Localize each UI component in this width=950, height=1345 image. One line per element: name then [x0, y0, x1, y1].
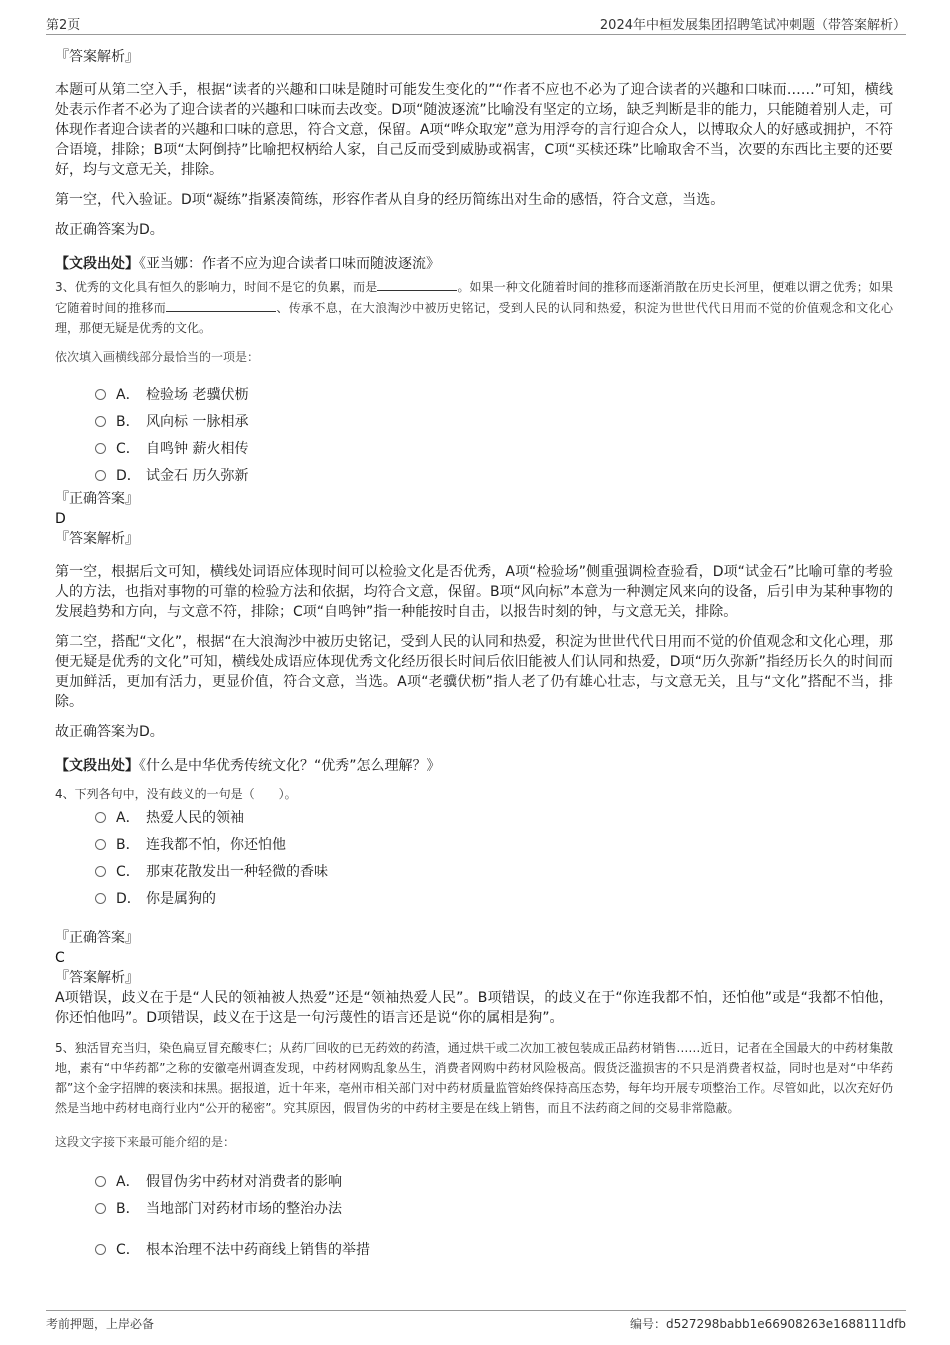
- passage-source-label: 【文段出处】: [55, 256, 139, 272]
- radio-button[interactable]: [95, 443, 106, 454]
- question-5-options: [95, 1168, 893, 1263]
- document-id: 编号：d527298babb1e66908263e1688111dfb: [629, 1317, 906, 1331]
- radio-button[interactable]: [95, 1176, 106, 1187]
- answer-analysis-text: 本题可从第二空入手，根据“读者的兴趣和口味是随时可能发生变化的”“作者不应也不必为了迎合读者的兴趣和口味而……”可知，横线处表示作者不必为了迎合读者的兴趣和口味而去改变。D项“随波逐流”比喻没有坚定的立场，缺乏判断是非的能力，只能随着别人走，可体现作者迎合读者的兴趣和口味的意思，符合文意，保留。A项“哗众取宠”意为用浮夸的言行迎合众人，以博取众人的好感或拥护，不符合语境，排除；B项“太阿倒持”比喻把权柄给人家，自己反而受到威胁或祸害，C项“买椟还珠”比喻取舍不当，次要的东西比主要的还要好，均与文意无关，排除。: [55, 82, 893, 178]
- radio-button[interactable]: [95, 389, 106, 400]
- radio-button[interactable]: [95, 470, 106, 481]
- answer-analysis-label: 『答案解析』: [55, 531, 139, 547]
- correct-answer-label: 『正确答案』: [55, 491, 139, 507]
- radio-button[interactable]: [95, 839, 106, 850]
- option-b[interactable]: B． 连我都不怕，你还怕他: [95, 831, 893, 858]
- answer-conclusion: 故正确答案为D。: [55, 222, 164, 238]
- option-a[interactable]: A． 检验场 老骥伏枥: [95, 381, 893, 408]
- option-b[interactable]: B． 当地部门对药材市场的整治办法: [95, 1195, 893, 1222]
- option-c[interactable]: C． 那束花散发出一种轻微的香味: [95, 858, 893, 885]
- answer-analysis-text: 第一空，根据后文可知，横线处词语应体现时间可以检验文化是否优秀，A项“检验场”侧重强调检查验看，D项“试金石”比喻可靠的考验人的方法，也指对事物的可靠的检验方法和依据，均符合文意，保留。B项“风向标”本意为一种测定风来向的设备，后引申为某种事物的发展趋势和方向，与文意不符，排除；C项“自鸣钟”指一种能按时自击，以报告时刻的钟，与文意无关，排除。: [55, 564, 893, 620]
- answer-analysis-text: 第一空，代入验证。D项“凝练”指紧凑简练，形容作者从自身的经历简练出对生命的感悟，符合文意，当选。: [55, 192, 725, 208]
- page-header: [46, 10, 906, 35]
- option-d[interactable]: D． 试金石 历久弥新: [95, 462, 893, 489]
- option-a[interactable]: A． 假冒伪劣中药材对消费者的影响: [95, 1168, 893, 1195]
- radio-button[interactable]: [95, 812, 106, 823]
- fill-blank-2: [166, 297, 276, 312]
- option-d[interactable]: D． 你是属狗的: [95, 885, 893, 912]
- fill-blank-1: [377, 276, 457, 291]
- answer-analysis-label: 『答案解析』: [55, 49, 139, 65]
- passage-source-label: 【文段出处】: [55, 758, 139, 774]
- page-footer: [46, 1310, 906, 1333]
- option-c[interactable]: C． 根本治理不法中药商线上销售的举措: [95, 1236, 893, 1263]
- question-3-options: [95, 381, 893, 489]
- radio-button[interactable]: [95, 1244, 106, 1255]
- footer-slogan: 考前押题，上岸必备: [46, 1317, 155, 1331]
- answer-analysis-text: A项错误，歧义在于是“人民的领袖被人热爱”还是“领袖热爱人民”。B项错误，的歧义在于“你连我都不怕，还怕他”或是“我都不怕他，你还怕他吗”。D项错误，歧义在于这是一句污蔑性的语言还是说“你的属相是狗”。: [55, 990, 893, 1026]
- page-number: 第2页: [46, 18, 81, 33]
- passage-source: [55, 254, 893, 274]
- document-title: 2024年中桓发展集团招聘笔试冲刺题（带答案解析）: [599, 18, 906, 33]
- correct-answer-label: 『正确答案』: [55, 930, 139, 946]
- option-c[interactable]: C． 自鸣钟 薪火相传: [95, 435, 893, 462]
- radio-button[interactable]: [95, 893, 106, 904]
- radio-button[interactable]: [95, 866, 106, 877]
- radio-button[interactable]: [95, 416, 106, 427]
- answer-conclusion: 故正确答案为D。: [55, 724, 164, 740]
- passage-source-title: 《亚当娜：作者不应为迎合读者口味而随波逐流》: [139, 256, 440, 272]
- radio-button[interactable]: [95, 1203, 106, 1214]
- question-5-stem: 5、独活冒充当归，染色扁豆冒充酸枣仁；从药厂回收的已无药效的药渣，通过烘干或二次加工被包装成正品药材销售……近日，记者在全国最大的中药材集散地，素有“中华药都”之称的安徽亳州调查发现，中药材网购乱象丛生，消费者网购中药材风险极高。假货泛滥损害的不只是消费者权益，同时也是对“中华药都”这个金字招牌的亵渎和抹黑。据报道，近十年来，亳州市相关部门对中药材质量监管始终保持高压态势，每年均开展专项整治工作。尽管如此，以次充好仍然是当地中药材电商行业内“公开的秘密”。究其原因，假冒伪劣的中药材主要是在线上销售，而且不法药商之间的交易非常隐蔽。: [55, 1041, 893, 1115]
- page-content: [55, 47, 893, 1263]
- answer-analysis-text: 第二空，搭配“文化”，根据“在大浪淘沙中被历史铭记，受到人民的认同和热爱，积淀为世世代代日用而不觉的价值观念和文化心理，那便无疑是优秀的文化”可知，横线处成语应体现优秀文化经历很长时间后依旧能被人们认同和热爱，D项“历久弥新”指经历长久的时间而更加鲜活，更加有活力，更显价值，符合文意，当选。A项“老骥伏枥”指人老了仍有雄心壮志，与文意无关，且与“文化”搭配不当，排除。: [55, 634, 893, 710]
- answer-analysis-label: 『答案解析』: [55, 970, 139, 986]
- question-5-instruction: 这段文字接下来最可能介绍的是：: [55, 1135, 236, 1149]
- correct-answer: D: [55, 511, 66, 527]
- question-3-stem: 3、优秀的文化具有恒久的影响力，时间不是它的负累，而是 。如果一种文化随着时间的推移而逐渐消散在历史长河里，便难以谓之优秀；如果它随着时间的推移而 、传承不息，在大浪淘沙中被历史铭记，受到人民的认同和热爱，积淀为世世代代日用而不觉的价值观念和文化心理，那便无疑是优秀的文化。: [55, 276, 893, 338]
- option-a[interactable]: A． 热爱人民的领袖: [95, 804, 893, 831]
- option-b[interactable]: B． 风向标 一脉相承: [95, 408, 893, 435]
- passage-source: [55, 756, 893, 776]
- question-4-options: [95, 804, 893, 912]
- question-4-stem: 4、下列各句中，没有歧义的一句是（ ）。: [55, 787, 297, 801]
- passage-source-title: 《什么是中华优秀传统文化？“优秀”怎么理解？》: [139, 758, 441, 774]
- correct-answer: C: [55, 950, 65, 966]
- question-3-instruction: 依次填入画横线部分最恰当的一项是：: [55, 350, 260, 364]
